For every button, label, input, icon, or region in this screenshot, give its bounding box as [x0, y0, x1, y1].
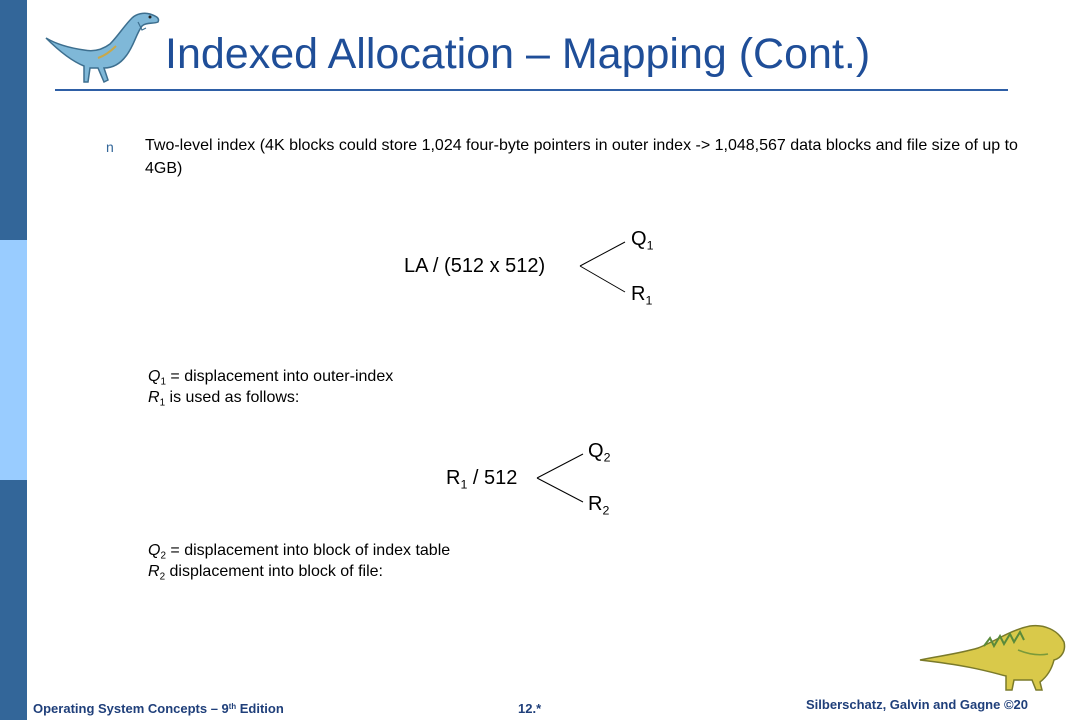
split-line-q2	[537, 454, 583, 478]
q2-letter: Q	[588, 440, 604, 462]
footer-page-number: 12.*	[518, 701, 542, 716]
side-strip-middle	[0, 240, 27, 480]
def-q1-var: Q	[148, 368, 161, 385]
def-r2-text: displacement into block of file:	[165, 563, 383, 580]
title-underline	[55, 89, 1008, 91]
r1-dividend-sub: 1	[460, 477, 468, 492]
split-line-r2	[537, 478, 583, 502]
side-strip-bottom	[0, 480, 27, 720]
def-q1-text: = displacement into outer-index	[165, 368, 394, 385]
definition-q1	[148, 366, 393, 387]
formula-r2	[588, 493, 609, 516]
formula-r1	[631, 283, 652, 306]
r1-letter: R	[631, 283, 646, 305]
def-r2-sub: 2	[159, 571, 166, 583]
r2-letter: R	[588, 493, 603, 515]
q2-subscript: 2	[603, 450, 611, 465]
def-q1-sub: 1	[160, 376, 166, 388]
definition-q2	[148, 540, 450, 561]
split-line-r1	[580, 266, 625, 292]
dinosaur-logo-icon	[38, 6, 166, 88]
dinosaur-footer-icon	[918, 620, 1068, 692]
def-q2-var: Q	[148, 542, 161, 559]
footer-authors: Silberschatz, Galvin and Gagne ©20	[806, 697, 1028, 712]
r2-subscript: 2	[602, 503, 610, 518]
r1-dividend-rest: / 512	[467, 467, 518, 489]
formula-r1-divisor	[446, 467, 517, 490]
formula-q1	[631, 228, 653, 251]
def-q2-sub: 2	[160, 550, 166, 562]
def-r1-sub: 1	[159, 397, 166, 409]
bullet-text: Two-level index (4K blocks could store 1,024 four-byte pointers in outer index -> 1,048,567 data blocks and file size of up to 4GB)	[145, 137, 1018, 177]
bullet-marker: n	[106, 139, 114, 155]
def-r1-text: is used as follows:	[165, 389, 300, 406]
def-r2-var: R	[148, 563, 160, 580]
r1-subscript: 1	[645, 293, 653, 308]
formula-la-divisor: LA / (512 x 512)	[404, 255, 546, 277]
footer-book-title	[33, 701, 284, 716]
slide-title: Indexed Allocation – Mapping (Cont.)	[165, 30, 871, 78]
q1-letter: Q	[631, 228, 647, 250]
def-q2-text: = displacement into block of index table	[165, 542, 451, 559]
r1-dividend-letter: R	[446, 467, 461, 489]
split-line-q1	[580, 242, 625, 266]
footer-title-main: Operating System Concepts – 9	[33, 701, 229, 716]
side-strip-top	[0, 0, 27, 240]
definition-r2	[148, 561, 383, 582]
definition-r1	[148, 387, 299, 408]
formula-q2	[588, 440, 610, 463]
footer-title-end: Edition	[236, 701, 284, 716]
footer-title-sup: th	[228, 702, 237, 712]
def-r1-var: R	[148, 389, 160, 406]
q1-subscript: 1	[646, 238, 654, 253]
